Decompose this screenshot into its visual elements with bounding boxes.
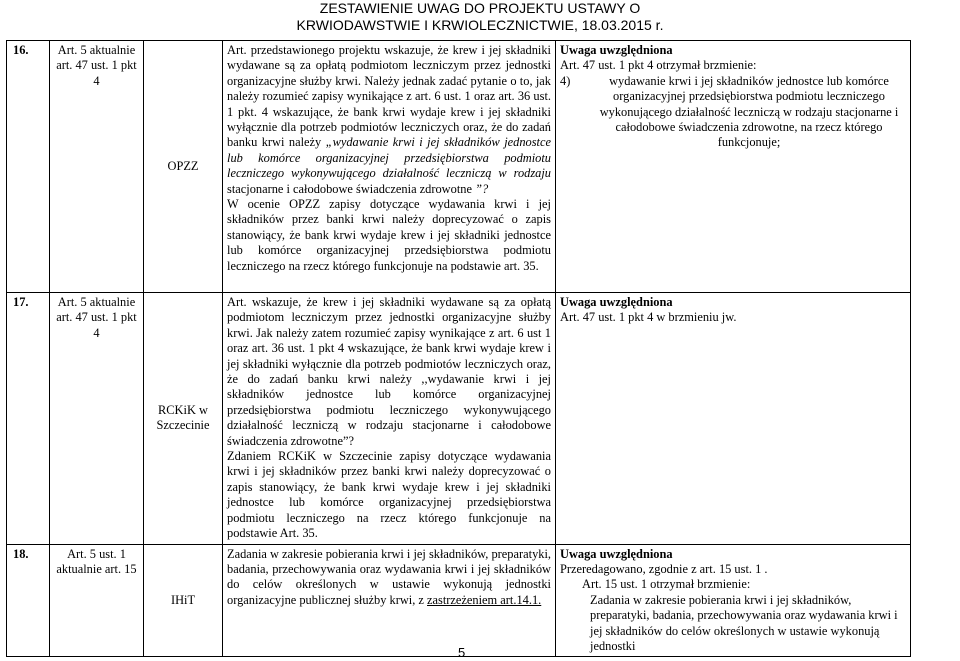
row-number: 17.: [7, 293, 50, 545]
remark-cell: [223, 544, 556, 657]
remark-quote-tail: ”?: [471, 181, 489, 196]
response-line-2: Art. 15 ust. 1 otrzymał brzmienie:: [582, 577, 751, 592]
remarks-table: [6, 40, 911, 657]
response-line: Art. 47 ust. 1 pkt 4 w brzmieniu jw.: [560, 310, 737, 325]
response-title: Uwaga uwzględniona: [560, 43, 673, 57]
remark-quote-end: stacjonarne i całodobowe świadczenia zdrowotne: [227, 181, 472, 196]
response-text: Zadania w zakresie pobierania krwi i jej składników, preparatyki, badania, przechowywania oraz wydawania krwi i jej składników do celów określonych w ustawie wykonują jednostki: [590, 592, 898, 653]
row-number: 18.: [7, 544, 50, 657]
submitter: OPZZ: [144, 41, 223, 293]
remark-text-b: Zdaniem RCKiK w Szczecinie zapisy dotyczące wydawania krwi i jej składników przez banki krwi należy doprecyzować o zapis stanowiący, że bank krwi wydaje krew i jej składniki jednostce lub komórce organizacyjnej przedsiębiorstwa podmiotu leczniczego na rzecz którego funkcjonuje na podstawie Art. 35.: [227, 449, 551, 541]
response-cell: [556, 293, 911, 545]
response-line: Art. 47 ust. 1 pkt 4 otrzymał brzmienie:: [560, 58, 757, 73]
response-title: Uwaga uwzględniona: [560, 295, 673, 309]
remark-cell: [223, 41, 556, 293]
remark-quote: „wydawanie krwi i jej składników jednostce lub komórce organizacyjnej przedsiębiorstwa podmiotu leczniczego wykonywującego działalność leczniczą w rodzaju: [227, 135, 551, 181]
article-ref: Art. 5 ust. 1 aktualnie art. 15: [50, 544, 144, 657]
remark-text: Art. wskazuje, że krew i jej składniki wydawane są za opłatą podmiotom leczniczym przez jednostki organizacyjne służby krwi. Jak należy zatem rozumieć zapisy wynikające z art. 6 ust 1 oraz art. 36 ust. 1 pkt 4 wskazujące, że bank krwi wydaje krew i jej składniki wyłącznie dla potrzeb podmiotów leczniczych oraz, że do zadań banku krwi należy ,,wydawanie krwi i jej składników jednostce lub komórce organizacyjnej przedsiębiorstwa podmiotu leczniczego wykonywującego działalność leczniczą w rodzaju stacjonarne i całodobowe świadczenia zdrowotne”?: [227, 295, 551, 448]
remark-underlined: zastrzeżeniem art.14.1.: [427, 592, 542, 607]
submitter: IHiT: [144, 544, 223, 657]
response-cell: [556, 41, 911, 293]
list-number: 4): [560, 73, 571, 88]
remark-text: Art. przedstawionego projektu wskazuje, że krew i jej składniki wydawane są za opłatą podmiotom leczniczym przez jednostki organizacyjne służby krwi. Należy jednak zadać pytanie o to, jak należy rozumieć zapisy wynikające z art. 6 ust. 1 oraz art. 36 ust. 1 pkt. 4 wskazujące, że bank krwi wydaje krew i jej składniki wyłącznie dla potrzeb podmiotów leczniczych oraz, że do zadań banku krwi należy: [227, 43, 551, 150]
response-list-item: [560, 74, 906, 151]
page-number: 5: [458, 645, 466, 660]
row-number: 16.: [7, 41, 50, 293]
submitter: RCKiK w Szczecinie: [144, 293, 223, 545]
response-title: Uwaga uwzględniona: [560, 546, 673, 561]
header-line-2: KRWIODAWSTWIE I KRWIOLECZNICTWIE, 18.03.2015 r.: [296, 17, 664, 33]
remark-cell: [223, 293, 556, 545]
list-text: wydawanie krwi i jej składników jednostce lub komórce organizacyjnej przedsiębiorstwa podmiotu leczniczego wykonującego działalność leczniczą w rodzaju stacjonarne i całodobowe świadczenia zdrowotne, na rzecz którego funkcjonuje;: [599, 73, 899, 150]
response-cell: [556, 544, 911, 657]
table-row: [7, 293, 911, 545]
document-header: [0, 0, 960, 34]
article-ref: Art. 5 aktualnie art. 47 ust. 1 pkt 4: [50, 41, 144, 293]
article-ref: Art. 5 aktualnie art. 47 ust. 1 pkt 4: [50, 293, 144, 545]
table-row: [7, 41, 911, 293]
remark-text-b: W ocenie OPZZ zapisy dotyczące wydawania krwi i jej składników przez banki krwi należy doprecyzować o zapis stanowiący, że bank krwi wydaje krew i jej składniki jednostce lub komórce organizacyjnej przedsiębiorstwa podmiotu leczniczego na rzecz którego funkcjonuje na podstawie art. 35.: [227, 197, 551, 273]
header-line-1: ZESTAWIENIE UWAG DO PROJEKTU USTAWY O: [319, 0, 641, 16]
table-row: [7, 544, 911, 657]
remark-text: Zadania w zakresie pobierania krwi i jej składników, preparatyki, badania, przechowywania oraz wydawania krwi i jej składników do celów określonych w ustawie wykonują jednostki organizacyjne publicznej służby krwi, z: [227, 546, 551, 607]
response-line: Przeredagowano, zgodnie z art. 15 ust. 1 .: [560, 561, 768, 576]
